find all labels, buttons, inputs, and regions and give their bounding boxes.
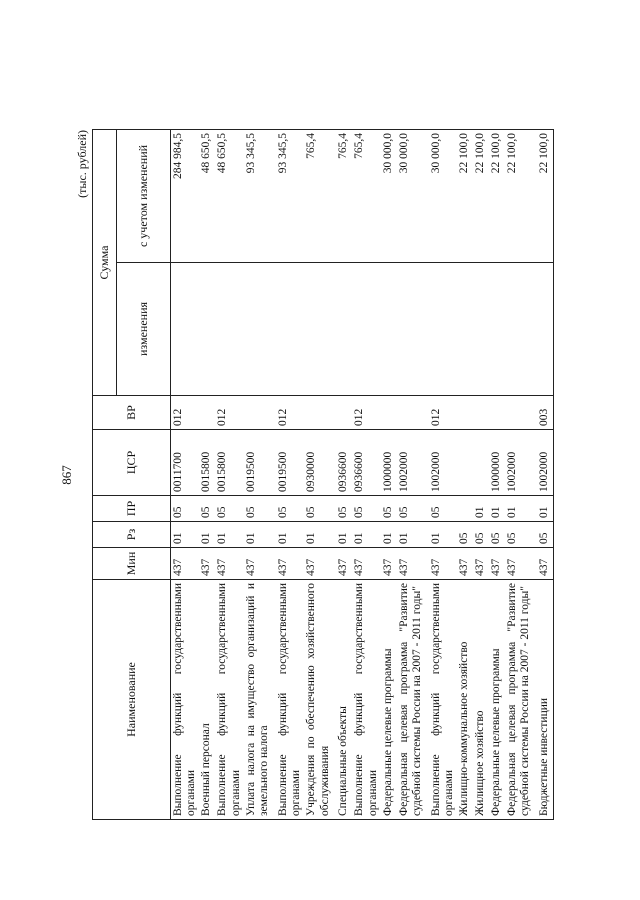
table-row — [489, 129, 505, 819]
cell-pr: 05 — [304, 496, 336, 522]
cell-pr — [457, 496, 473, 522]
cell-min: 437 — [489, 548, 505, 580]
header-vr: ВР — [93, 396, 171, 430]
cell-csr — [457, 430, 473, 496]
cell-change — [457, 263, 473, 396]
header-name: Наименование — [93, 580, 171, 820]
cell-csr — [473, 430, 489, 496]
cell-csr: 0019500 — [244, 430, 276, 496]
cell-csr: 0015800 — [199, 430, 215, 496]
header-sum: Сумма — [93, 129, 117, 395]
cell-pr: 01 — [537, 496, 554, 522]
cell-name: Федеральная целевая программа "Развитие судебной системы России на 2007 - 2011 годы" — [397, 580, 429, 820]
table-row — [381, 129, 397, 819]
cell-vr: 012 — [276, 396, 304, 430]
cell-with-change: 22 100,0 — [537, 129, 554, 262]
table-row — [244, 129, 276, 819]
cell-vr — [457, 396, 473, 430]
cell-pr: 05 — [199, 496, 215, 522]
cell-with-change: 765,4 — [352, 129, 380, 262]
header-rz: Рз — [93, 522, 171, 548]
cell-name: Выполнение функций государственными органами — [215, 580, 243, 820]
cell-pr: 05 — [215, 496, 243, 522]
cell-vr — [505, 396, 537, 430]
cell-rz: 05 — [537, 522, 554, 548]
cell-with-change: 30 000,0 — [397, 129, 429, 262]
cell-vr — [489, 396, 505, 430]
cell-vr: 012 — [429, 396, 457, 430]
cell-rz: 01 — [429, 522, 457, 548]
cell-min: 437 — [304, 548, 336, 580]
cell-with-change: 93 345,5 — [244, 129, 276, 262]
cell-pr: 05 — [171, 496, 200, 522]
cell-min: 437 — [171, 548, 200, 580]
cell-pr: 05 — [336, 496, 352, 522]
header-change: изменения — [117, 263, 171, 396]
cell-pr: 05 — [352, 496, 380, 522]
cell-name: Федеральные целевые программы — [489, 580, 505, 820]
cell-min: 437 — [429, 548, 457, 580]
cell-rz: 05 — [457, 522, 473, 548]
table-row — [215, 129, 243, 819]
table-row — [171, 129, 200, 819]
document-page — [40, 100, 600, 860]
cell-change — [171, 263, 200, 396]
cell-with-change: 765,4 — [304, 129, 336, 262]
header-with-change: с учетом изменений — [117, 129, 171, 262]
cell-rz: 01 — [381, 522, 397, 548]
table-row — [276, 129, 304, 819]
cell-rz: 01 — [276, 522, 304, 548]
cell-min: 437 — [537, 548, 554, 580]
table-row — [505, 129, 537, 819]
cell-vr — [199, 396, 215, 430]
cell-vr — [244, 396, 276, 430]
table-row — [457, 129, 473, 819]
cell-change — [276, 263, 304, 396]
cell-min: 437 — [457, 548, 473, 580]
cell-rz: 01 — [336, 522, 352, 548]
cell-csr: 0011700 — [171, 430, 200, 496]
cell-change — [244, 263, 276, 396]
cell-with-change: 22 100,0 — [457, 129, 473, 262]
table-row — [537, 129, 554, 819]
cell-rz: 05 — [505, 522, 537, 548]
cell-csr: 0936600 — [352, 430, 380, 496]
cell-vr — [336, 396, 352, 430]
cell-min: 437 — [336, 548, 352, 580]
table-row — [199, 129, 215, 819]
cell-min: 437 — [352, 548, 380, 580]
cell-with-change: 30 000,0 — [429, 129, 457, 262]
cell-with-change: 284 984,5 — [171, 129, 200, 262]
cell-csr: 1002000 — [397, 430, 429, 496]
header-min: Мин — [93, 548, 171, 580]
cell-change — [505, 263, 537, 396]
cell-change — [473, 263, 489, 396]
cell-name: Бюджетные инвестиции — [537, 580, 554, 820]
cell-csr: 1000000 — [489, 430, 505, 496]
cell-with-change: 93 345,5 — [276, 129, 304, 262]
cell-rz: 01 — [304, 522, 336, 548]
cell-rz: 05 — [473, 522, 489, 548]
cell-pr: 05 — [276, 496, 304, 522]
cell-min: 437 — [215, 548, 243, 580]
cell-min: 437 — [505, 548, 537, 580]
cell-name: Выполнение функций государственными органами — [352, 580, 380, 820]
cell-pr: 01 — [505, 496, 537, 522]
header-csr: ЦСР — [93, 430, 171, 496]
cell-change — [352, 263, 380, 396]
cell-csr: 0015800 — [215, 430, 243, 496]
cell-vr: 012 — [171, 396, 200, 430]
cell-change — [304, 263, 336, 396]
cell-vr — [304, 396, 336, 430]
cell-change — [199, 263, 215, 396]
cell-min: 437 — [199, 548, 215, 580]
cell-csr: 1002000 — [429, 430, 457, 496]
cell-name: Жилищно-коммунальное хозяйство — [457, 580, 473, 820]
cell-csr: 1000000 — [381, 430, 397, 496]
table-row — [397, 129, 429, 819]
units-note: (тыс. рублей) — [75, 130, 89, 198]
cell-change — [336, 263, 352, 396]
cell-min: 437 — [381, 548, 397, 580]
cell-name: Выполнение функций государственными органами — [276, 580, 304, 820]
page-number: 867 — [59, 465, 74, 485]
cell-vr: 012 — [352, 396, 380, 430]
cell-vr — [473, 396, 489, 430]
cell-vr — [381, 396, 397, 430]
cell-pr: 05 — [381, 496, 397, 522]
cell-csr: 0019500 — [276, 430, 304, 496]
cell-rz: 01 — [352, 522, 380, 548]
table-row — [352, 129, 380, 819]
cell-with-change: 765,4 — [336, 129, 352, 262]
cell-min: 437 — [473, 548, 489, 580]
table-row — [304, 129, 336, 819]
header-pr: ПР — [93, 496, 171, 522]
cell-csr: 1002000 — [505, 430, 537, 496]
cell-pr: 01 — [473, 496, 489, 522]
cell-pr: 05 — [244, 496, 276, 522]
cell-change — [397, 263, 429, 396]
cell-csr: 1002000 — [537, 430, 554, 496]
cell-change — [537, 263, 554, 396]
cell-csr: 0930000 — [304, 430, 336, 496]
cell-min: 437 — [244, 548, 276, 580]
cell-csr: 0936600 — [336, 430, 352, 496]
table-row — [473, 129, 489, 819]
cell-name: Уплата налога на имущество организаций и земельного налога — [244, 580, 276, 820]
cell-rz: 05 — [489, 522, 505, 548]
cell-name: Специальные объекты — [336, 580, 352, 820]
cell-with-change: 30 000,0 — [381, 129, 397, 262]
budget-table — [92, 129, 554, 820]
cell-pr: 05 — [397, 496, 429, 522]
cell-rz: 01 — [171, 522, 200, 548]
cell-pr: 05 — [429, 496, 457, 522]
cell-rz: 01 — [215, 522, 243, 548]
cell-name: Учреждения по обеспечению хозяйственного обслуживания — [304, 580, 336, 820]
cell-vr — [397, 396, 429, 430]
cell-name: Военный персонал — [199, 580, 215, 820]
cell-with-change: 48 650,5 — [215, 129, 243, 262]
cell-name: Выполнение функций государственными органами — [429, 580, 457, 820]
cell-rz: 01 — [397, 522, 429, 548]
cell-with-change: 22 100,0 — [489, 129, 505, 262]
table-row — [429, 129, 457, 819]
cell-change — [215, 263, 243, 396]
cell-name: Выполнение функций государственными органами — [171, 580, 200, 820]
cell-pr: 01 — [489, 496, 505, 522]
cell-min: 437 — [276, 548, 304, 580]
cell-change — [381, 263, 397, 396]
cell-rz: 01 — [244, 522, 276, 548]
cell-change — [489, 263, 505, 396]
table-row — [336, 129, 352, 819]
cell-name: Федеральная целевая программа "Развитие судебной системы России на 2007 - 2011 годы" — [505, 580, 537, 820]
cell-change — [429, 263, 457, 396]
cell-vr: 003 — [537, 396, 554, 430]
cell-min: 437 — [397, 548, 429, 580]
cell-with-change: 22 100,0 — [473, 129, 489, 262]
cell-with-change: 48 650,5 — [199, 129, 215, 262]
cell-name: Федеральные целевые программы — [381, 580, 397, 820]
cell-vr: 012 — [215, 396, 243, 430]
cell-with-change: 22 100,0 — [505, 129, 537, 262]
cell-name: Жилищное хозяйство — [473, 580, 489, 820]
cell-rz: 01 — [199, 522, 215, 548]
